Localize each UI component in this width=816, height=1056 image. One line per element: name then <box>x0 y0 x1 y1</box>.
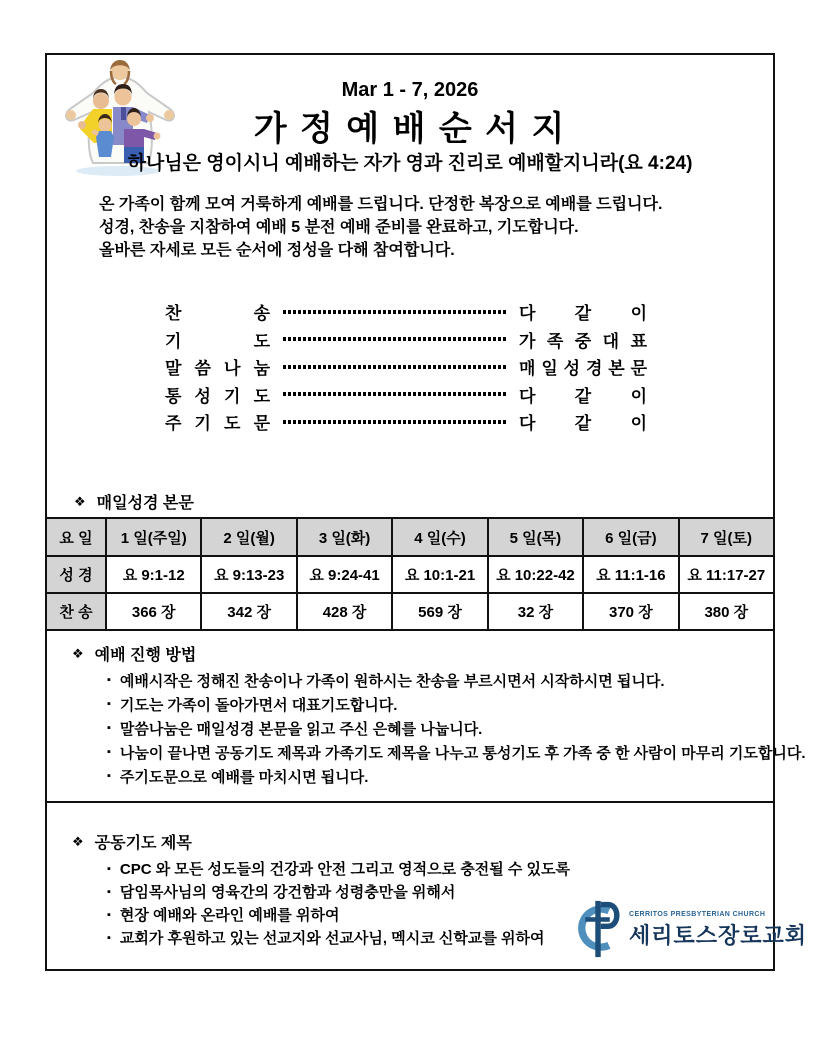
common-prayer-list <box>107 857 570 949</box>
order-value: 가 족 중 대 표 <box>519 331 647 351</box>
scripture-cell: 요 10:22-42 <box>487 555 582 592</box>
list-item-text: 예배시작은 정해진 찬송이나 가족이 원하시는 찬송을 부르시면서 시작하시면 됩니다. <box>119 672 665 690</box>
scripture-cell: 요 11:17-27 <box>678 555 773 592</box>
square-bullet-icon: ▪ <box>107 862 111 875</box>
order-label: 말 씀 나 눔 <box>165 359 270 379</box>
intro-line: 온 가족이 함께 모여 거룩하게 예배를 드립니다. 단정한 복장으로 예배를 드립니다. <box>99 196 663 213</box>
intro-line: 성경, 찬송을 지참하여 예배 5 분전 예배 준비를 완료하고, 기도합니다. <box>99 219 579 236</box>
scripture-cell: 요 9:13-23 <box>200 555 295 592</box>
square-bullet-icon: ▪ <box>107 885 111 898</box>
order-label: 통 성 기 도 <box>165 386 270 406</box>
table-header-cell: 3 일(화) <box>296 517 391 555</box>
dotted-leader <box>283 392 506 396</box>
order-row-hymn <box>165 298 647 326</box>
section-title-text: 매일성경 본문 <box>96 495 194 512</box>
worship-method-list <box>107 668 806 788</box>
order-row-word-sharing <box>165 353 647 381</box>
square-bullet-icon: ▪ <box>107 722 111 734</box>
list-item <box>107 857 570 880</box>
list-item <box>107 926 570 949</box>
square-bullet-icon: ▪ <box>107 674 111 686</box>
order-value: 다 같 이 <box>519 386 647 406</box>
order-value: 다 같 이 <box>519 304 647 324</box>
section-title-text: 공동기도 제목 <box>94 835 192 852</box>
list-item-text: CPC 와 모든 성도들의 건강과 안전 그리고 영적으로 충전될 수 있도록 <box>119 861 570 878</box>
diamond-bullet-icon: ❖ <box>74 493 86 509</box>
list-item <box>107 692 806 716</box>
daily-scripture-section-title <box>74 490 194 513</box>
list-item-text: 기도는 가족이 돌아가면서 대표기도합니다. <box>119 696 398 714</box>
scripture-cell: 요 10:1-21 <box>391 555 486 592</box>
square-bullet-icon: ▪ <box>107 698 111 710</box>
table-header-cell: 2 일(월) <box>200 517 295 555</box>
list-item-text: 주기도문으로 예배를 마치시면 됩니다. <box>119 768 369 786</box>
page-title: 가 정 예 배 순 서 지 <box>253 110 567 148</box>
square-bullet-icon: ▪ <box>107 770 111 782</box>
list-item <box>107 903 570 926</box>
list-item-text: 교회가 후원하고 있는 선교지와 선교사님, 멕시코 신학교를 위하여 <box>119 930 545 947</box>
list-item-text: 현장 예배와 온라인 예배를 위하여 <box>119 907 340 924</box>
scripture-cell: 요 11:1-16 <box>582 555 677 592</box>
dotted-leader <box>283 310 506 314</box>
section-title-text: 예배 진행 방법 <box>94 647 197 664</box>
hymn-cell: 342 장 <box>200 592 295 629</box>
daily-scripture-table <box>45 517 775 631</box>
table-header-cell: 요 일 <box>45 517 105 555</box>
date-range: Mar 1 - 7, 2026 <box>341 79 479 101</box>
bulletin-page-frame <box>45 53 808 971</box>
section-divider <box>45 801 775 803</box>
order-label: 주 기 도 문 <box>165 414 270 434</box>
list-item-text: 담임목사님의 영육간의 강건함과 성령충만을 위해서 <box>119 884 456 901</box>
list-item <box>107 740 806 764</box>
list-item <box>107 764 806 788</box>
dotted-leader <box>283 337 506 341</box>
table-row-label: 성 경 <box>45 555 105 592</box>
dotted-leader <box>283 365 506 369</box>
list-item <box>107 668 806 692</box>
square-bullet-icon: ▪ <box>107 931 111 944</box>
order-value: 다 같 이 <box>519 414 647 434</box>
square-bullet-icon: ▪ <box>107 746 111 758</box>
list-item <box>107 716 806 740</box>
table-header-cell: 6 일(금) <box>582 517 677 555</box>
scripture-cell: 요 9:1-12 <box>105 555 200 592</box>
church-name-block <box>629 896 807 950</box>
church-name-korean: 세리토스장로교회 <box>629 923 808 948</box>
hymn-cell: 428 장 <box>296 592 391 629</box>
dotted-leader <box>283 420 506 424</box>
hymn-cell: 370 장 <box>582 592 677 629</box>
church-name-english: CERRITOS PRESBYTERIAN CHURCH <box>629 911 766 918</box>
hymn-cell: 380 장 <box>678 592 773 629</box>
list-item <box>107 880 570 903</box>
order-row-prayer <box>165 326 647 354</box>
scripture-cell: 요 9:24-41 <box>296 555 391 592</box>
intro-paragraph <box>99 193 662 262</box>
square-bullet-icon: ▪ <box>107 908 111 921</box>
diamond-bullet-icon: ❖ <box>72 645 84 661</box>
cp-cross-logo-icon <box>569 896 627 962</box>
worship-order-list <box>165 298 647 436</box>
diamond-bullet-icon: ❖ <box>72 833 84 849</box>
table-header-cell: 7 일(토) <box>678 517 773 555</box>
order-label: 찬 송 <box>165 304 270 324</box>
table-header-cell: 1 일(주일) <box>105 517 200 555</box>
hymn-cell: 569 장 <box>391 592 486 629</box>
hymn-cell: 366 장 <box>105 592 200 629</box>
list-item-text: 말씀나눔은 매일성경 본문을 읽고 주신 은혜를 나눕니다. <box>119 720 483 738</box>
common-prayer-section-title <box>72 830 192 853</box>
church-logo <box>569 896 807 962</box>
order-label: 기 도 <box>165 331 270 351</box>
scripture-verse-subtitle: 하나님은 영이시니 예배하는 자가 영과 진리로 예배할지니라(요 4:24) <box>127 153 693 174</box>
table-row-label: 찬 송 <box>45 592 105 629</box>
table-header-cell: 4 일(수) <box>391 517 486 555</box>
table-header-cell: 5 일(목) <box>487 517 582 555</box>
order-row-lords-prayer <box>165 408 647 436</box>
list-item-text: 나눔이 끝나면 공동기도 제목과 가족기도 제목을 나누고 통성기도 후 가족 중 한 사람이 마무리 기도합니다. <box>119 744 806 762</box>
hymn-cell: 32 장 <box>487 592 582 629</box>
worship-method-section-title <box>72 642 196 665</box>
intro-line: 올바른 자세로 모든 순서에 정성을 다해 참여합니다. <box>99 242 455 259</box>
order-value: 매 일 성 경 본 문 <box>519 359 647 379</box>
order-row-united-prayer <box>165 381 647 409</box>
